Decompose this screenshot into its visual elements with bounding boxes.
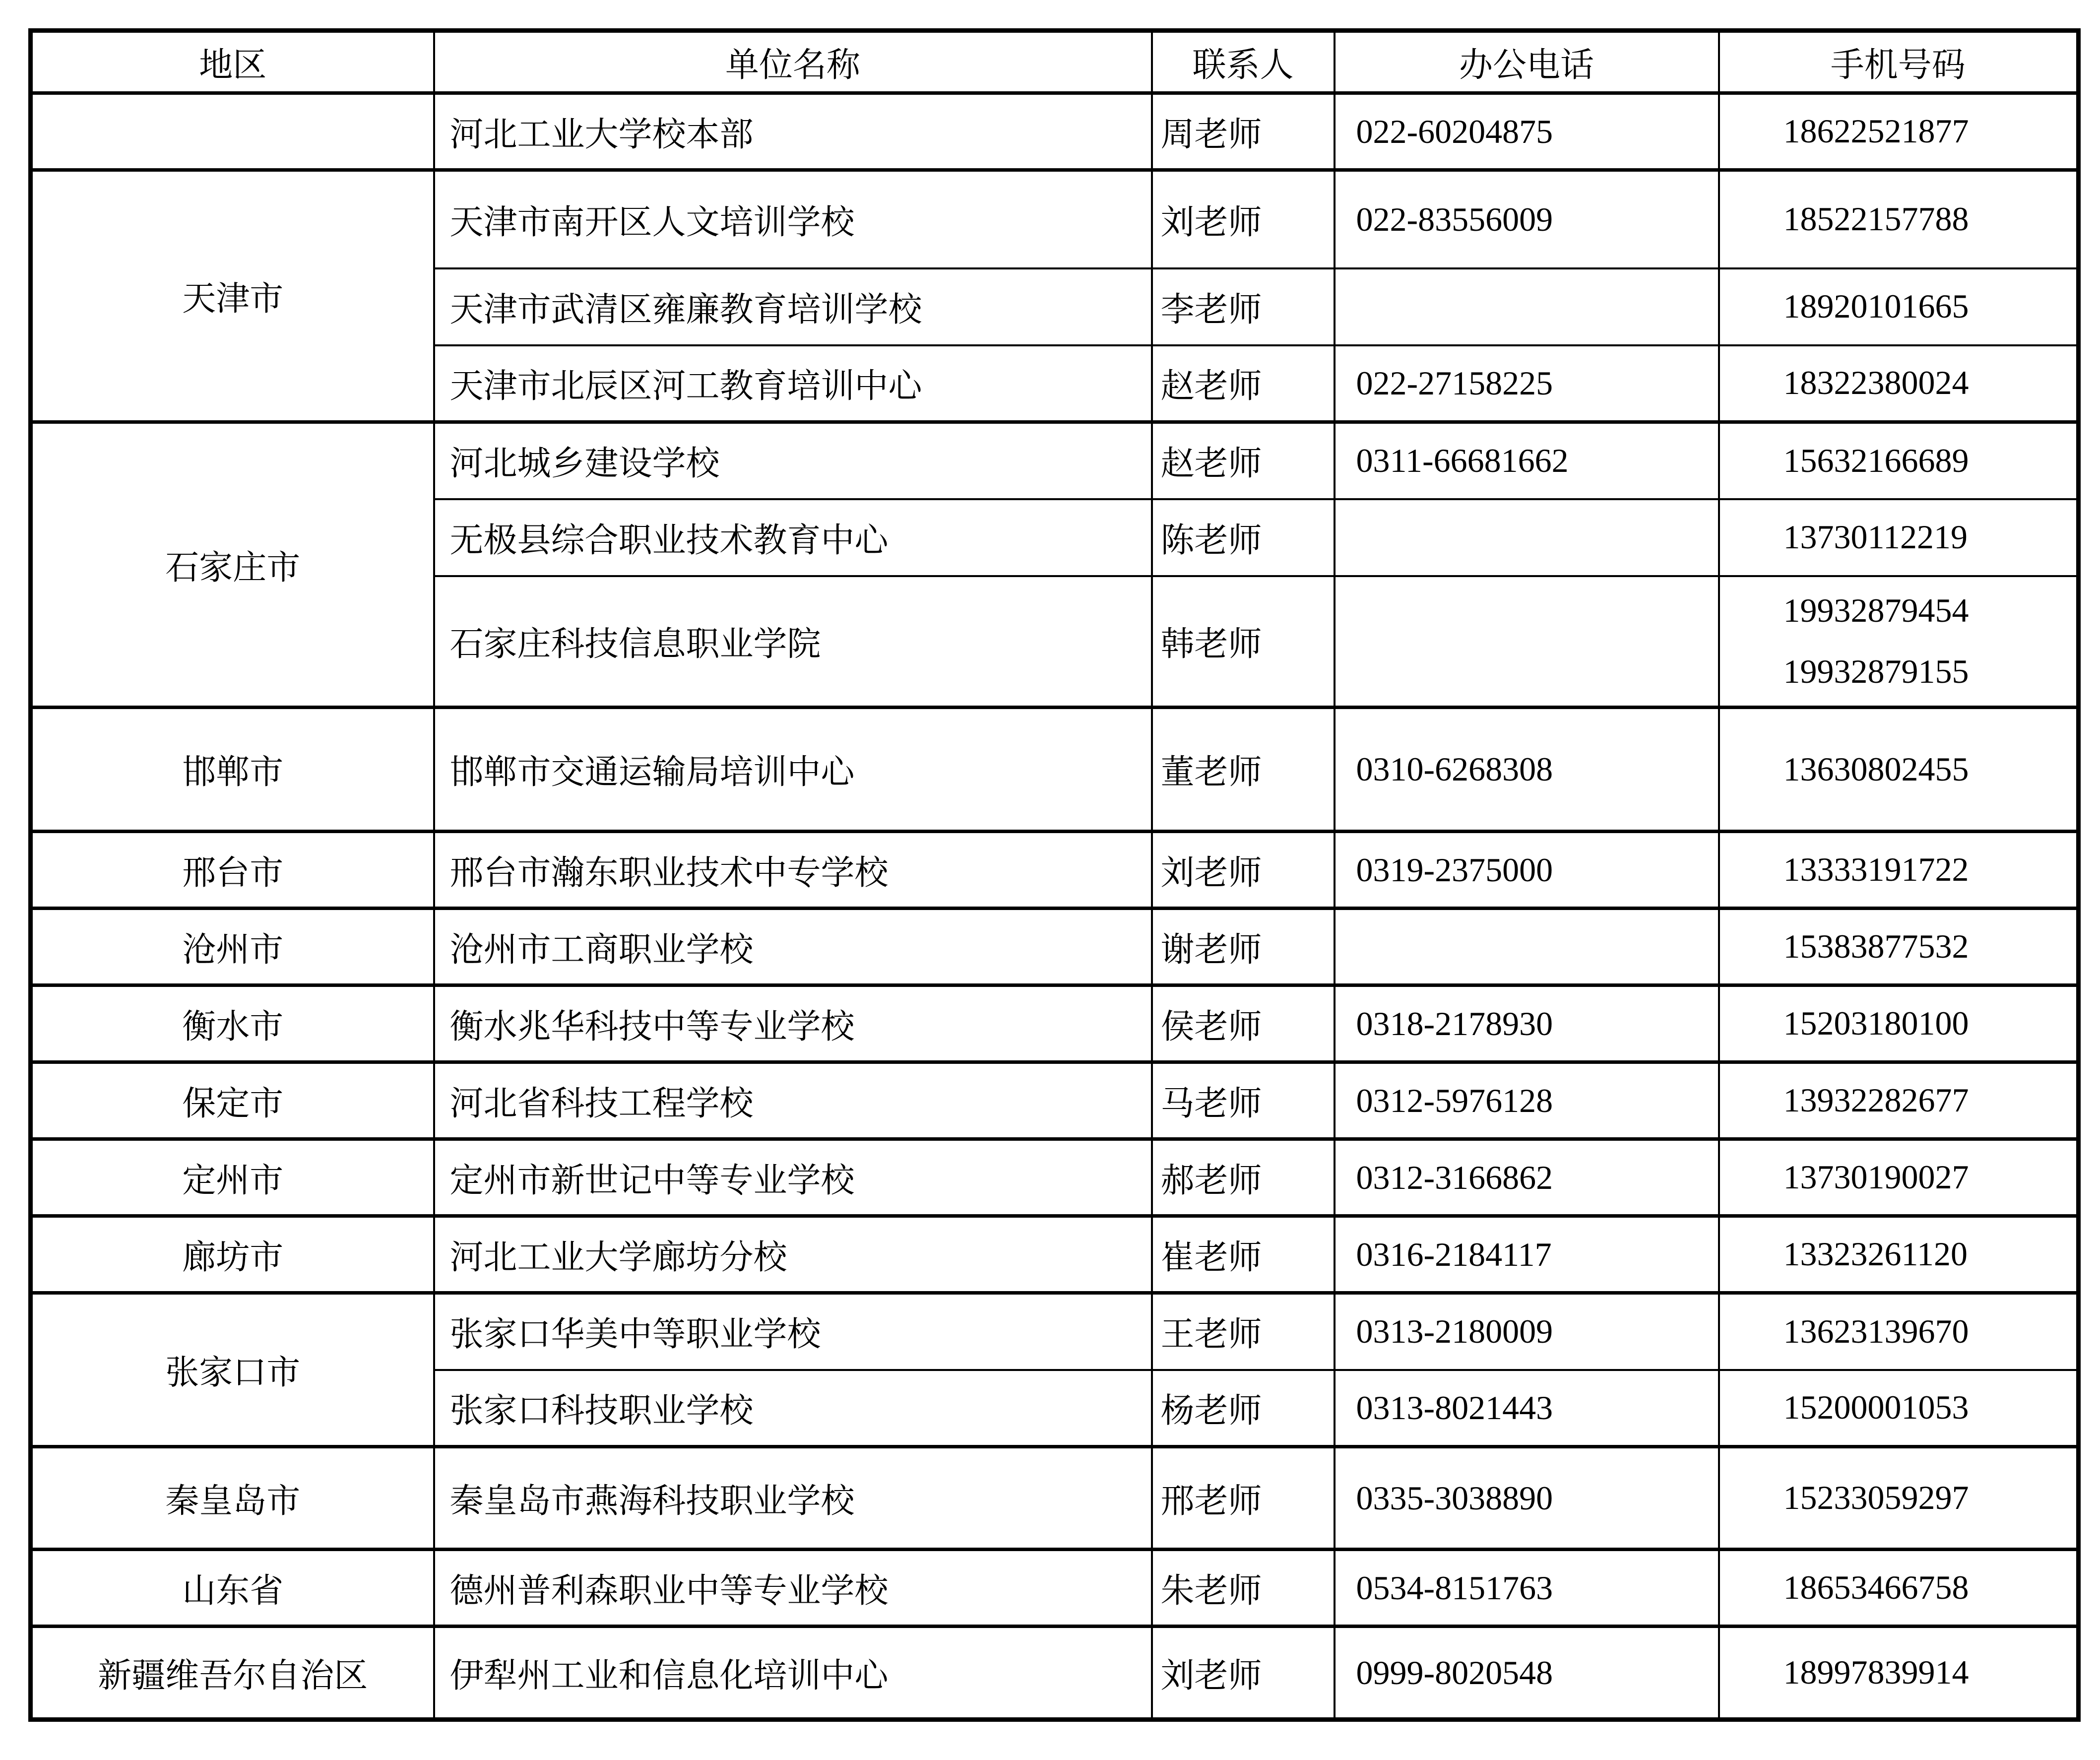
contact-person-cell: 韩老师 (1152, 576, 1335, 708)
office-phone-cell: 0313-8021443 (1335, 1370, 1719, 1447)
office-phone-cell: 0319-2375000 (1335, 832, 1719, 909)
contact-person-cell: 刘老师 (1152, 170, 1335, 268)
mobile-number: 18997839914 (1783, 1653, 1969, 1692)
unit-name-cell: 天津市武清区雍廉教育培训学校 (434, 268, 1152, 345)
unit-name-cell: 天津市南开区人文培训学校 (434, 170, 1152, 268)
unit-name-cell: 河北工业大学廊坊分校 (434, 1216, 1152, 1293)
mobile-number: 13730112219 (1783, 518, 1968, 556)
region-cell: 廊坊市 (31, 1216, 434, 1293)
mobile-number: 18920101665 (1783, 287, 1969, 326)
mobile-number: 18653466758 (1783, 1568, 1969, 1607)
mobile-number: 18522157788 (1783, 200, 1969, 238)
header-office-phone: 办公电话 (1335, 31, 1719, 93)
contact-person-cell: 李老师 (1152, 268, 1335, 345)
region-cell: 秦皇岛市 (31, 1447, 434, 1550)
mobile-number-cell (1719, 1062, 2079, 1139)
unit-name-cell: 德州普利森职业中等专业学校 (434, 1550, 1152, 1627)
mobile-number-cell (1719, 985, 2079, 1062)
table-row (31, 909, 2079, 985)
region-cell: 沧州市 (31, 909, 434, 985)
unit-name-cell: 张家口华美中等职业学校 (434, 1293, 1152, 1370)
mobile-number-cell (1719, 832, 2079, 909)
table-row (31, 1216, 2079, 1293)
contact-person-cell: 郝老师 (1152, 1139, 1335, 1216)
region-cell: 新疆维吾尔自治区 (31, 1627, 434, 1720)
office-phone-cell: 0335-3038890 (1335, 1447, 1719, 1550)
mobile-number-cell (1719, 93, 2079, 170)
office-phone-cell: 022-83556009 (1335, 170, 1719, 268)
mobile-number: 15203180100 (1783, 1004, 1969, 1043)
table-row (31, 170, 2079, 268)
contact-person-cell: 周老师 (1152, 93, 1335, 170)
unit-name-cell: 邯郸市交通运输局培训中心 (434, 708, 1152, 832)
mobile-number: 15383877532 (1783, 927, 1969, 966)
mobile-number: 13333191722 (1783, 850, 1969, 889)
table-row (31, 422, 2079, 499)
region-cell: 邢台市 (31, 832, 434, 909)
header-contact-person: 联系人 (1152, 31, 1335, 93)
office-phone-cell: 0311-66681662 (1335, 422, 1719, 499)
office-phone-cell: 0312-3166862 (1335, 1139, 1719, 1216)
table-row (31, 985, 2079, 1062)
office-phone-cell (1335, 268, 1719, 345)
mobile-number-cell (1719, 1293, 2079, 1370)
office-phone-cell: 0318-2178930 (1335, 985, 1719, 1062)
contact-person-cell: 陈老师 (1152, 499, 1335, 576)
office-phone-cell (1335, 499, 1719, 576)
office-phone-cell: 0534-8151763 (1335, 1550, 1719, 1627)
region-cell (31, 93, 434, 170)
header-region: 地区 (31, 31, 434, 93)
contact-person-cell: 刘老师 (1152, 1627, 1335, 1720)
office-phone-cell: 0312-5976128 (1335, 1062, 1719, 1139)
mobile-number-cell (1719, 909, 2079, 985)
table-row (31, 1550, 2079, 1627)
unit-name-cell: 天津市北辰区河工教育培训中心 (434, 345, 1152, 422)
contact-person-cell: 邢老师 (1152, 1447, 1335, 1550)
contact-person-cell: 王老师 (1152, 1293, 1335, 1370)
contact-person-cell: 杨老师 (1152, 1370, 1335, 1447)
contact-person-cell: 刘老师 (1152, 832, 1335, 909)
region-cell: 定州市 (31, 1139, 434, 1216)
office-phone-cell: 0316-2184117 (1335, 1216, 1719, 1293)
mobile-number: 19932879454 (1783, 591, 1969, 629)
mobile-number-cell (1719, 170, 2079, 268)
region-cell: 邯郸市 (31, 708, 434, 832)
region-cell: 保定市 (31, 1062, 434, 1139)
mobile-number: 18322380024 (1783, 364, 1969, 402)
header-unit-name: 单位名称 (434, 31, 1152, 93)
mobile-number-cell (1719, 1216, 2079, 1293)
table-row (31, 1627, 2079, 1720)
contact-table-body (31, 93, 2079, 1720)
header-row (31, 31, 2079, 93)
office-phone-cell: 0313-2180009 (1335, 1293, 1719, 1370)
unit-name-cell: 伊犁州工业和信息化培训中心 (434, 1627, 1152, 1720)
office-phone-cell: 022-60204875 (1335, 93, 1719, 170)
unit-name-cell: 无极县综合职业技术教育中心 (434, 499, 1152, 576)
table-row (31, 93, 2079, 170)
contact-person-cell: 董老师 (1152, 708, 1335, 832)
mobile-number: 15632166689 (1783, 441, 1969, 479)
contact-person-cell: 赵老师 (1152, 422, 1335, 499)
contact-person-cell: 马老师 (1152, 1062, 1335, 1139)
office-phone-cell: 0310-6268308 (1335, 708, 1719, 832)
table-row (31, 832, 2079, 909)
mobile-number-cell (1719, 1370, 2079, 1447)
region-cell: 衡水市 (31, 985, 434, 1062)
office-phone-cell: 022-27158225 (1335, 345, 1719, 422)
contact-person-cell: 侯老师 (1152, 985, 1335, 1062)
unit-name-cell: 河北城乡建设学校 (434, 422, 1152, 499)
contact-person-cell: 赵老师 (1152, 345, 1335, 422)
mobile-number: 13323261120 (1783, 1235, 1968, 1273)
mobile-number-cell (1719, 499, 2079, 576)
table-row (31, 1062, 2079, 1139)
office-phone-cell (1335, 576, 1719, 708)
unit-name-cell: 河北工业大学校本部 (434, 93, 1152, 170)
mobile-number-cell (1719, 1139, 2079, 1216)
table-row (31, 708, 2079, 832)
mobile-number: 18622521877 (1783, 112, 1969, 150)
unit-name-cell: 河北省科技工程学校 (434, 1062, 1152, 1139)
region-cell: 天津市 (31, 170, 434, 422)
mobile-number: 13932282677 (1783, 1081, 1969, 1119)
mobile-number: 13730190027 (1783, 1158, 1969, 1196)
contact-person-cell: 谢老师 (1152, 909, 1335, 985)
table-row (31, 1447, 2079, 1550)
mobile-number-cell (1719, 422, 2079, 499)
contact-person-cell: 崔老师 (1152, 1216, 1335, 1293)
mobile-number: 13623139670 (1783, 1312, 1969, 1350)
unit-name-cell: 邢台市瀚东职业技术中专学校 (434, 832, 1152, 909)
contact-table (28, 28, 2081, 1722)
mobile-number-cell (1719, 268, 2079, 345)
region-cell: 山东省 (31, 1550, 434, 1627)
mobile-number: 19932879155 (1783, 652, 1969, 691)
table-row (31, 1139, 2079, 1216)
contact-person-cell: 朱老师 (1152, 1550, 1335, 1627)
unit-name-cell: 定州市新世记中等专业学校 (434, 1139, 1152, 1216)
unit-name-cell: 张家口科技职业学校 (434, 1370, 1152, 1447)
unit-name-cell: 衡水兆华科技中等专业学校 (434, 985, 1152, 1062)
mobile-number-cell (1719, 1447, 2079, 1550)
mobile-number-cell (1719, 576, 2079, 708)
mobile-number: 15200001053 (1783, 1388, 1969, 1427)
mobile-number: 13630802455 (1783, 750, 1969, 788)
unit-name-cell: 沧州市工商职业学校 (434, 909, 1152, 985)
mobile-number-cell (1719, 1550, 2079, 1627)
mobile-number-cell (1719, 1627, 2079, 1720)
region-cell: 张家口市 (31, 1293, 434, 1447)
contact-table-header (31, 31, 2079, 93)
region-cell: 石家庄市 (31, 422, 434, 708)
mobile-number: 15233059297 (1783, 1479, 1969, 1517)
unit-name-cell: 石家庄科技信息职业学院 (434, 576, 1152, 708)
header-mobile-number: 手机号码 (1719, 31, 2079, 93)
office-phone-cell: 0999-8020548 (1335, 1627, 1719, 1720)
mobile-number-cell (1719, 345, 2079, 422)
table-row (31, 1293, 2079, 1370)
mobile-number-cell (1719, 708, 2079, 832)
office-phone-cell (1335, 909, 1719, 985)
unit-name-cell: 秦皇岛市燕海科技职业学校 (434, 1447, 1152, 1550)
